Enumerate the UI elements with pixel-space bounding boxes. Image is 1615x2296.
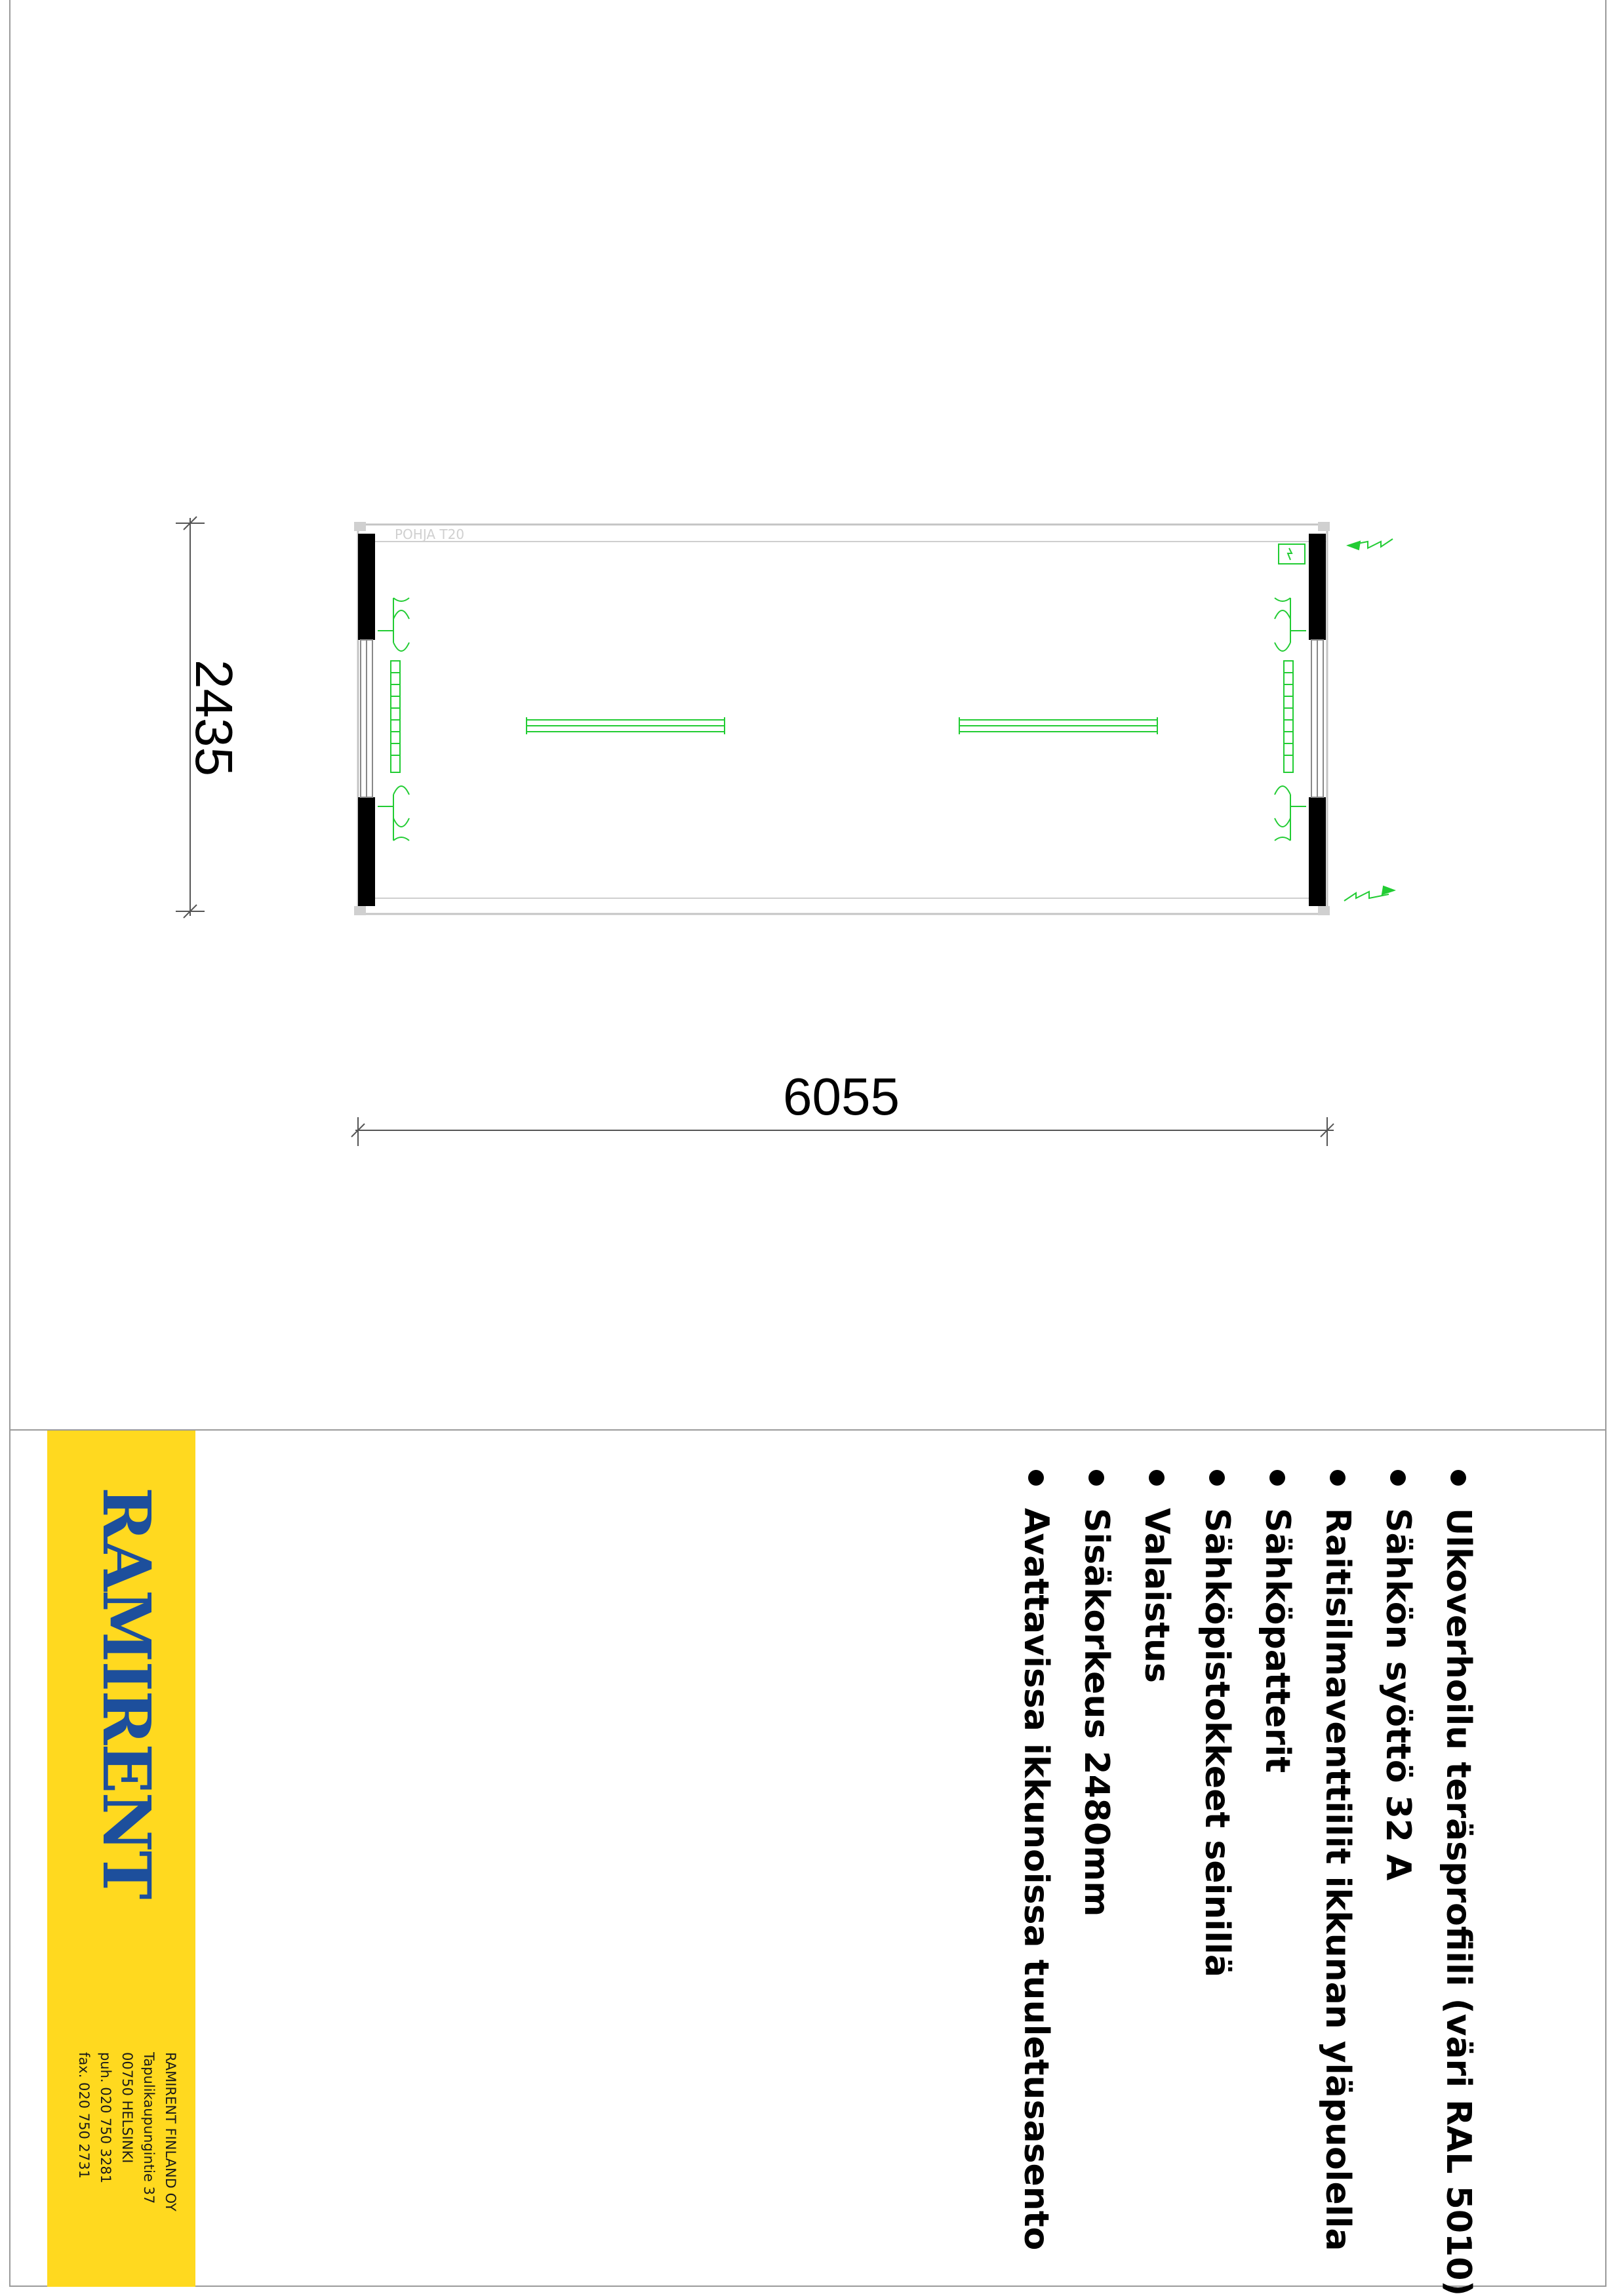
socket-left-bottom (378, 786, 409, 841)
logo-text: RAMIRENT (88, 1487, 165, 1899)
company-address (56, 2052, 181, 2275)
feature-item: Sähkön syöttö 32 A (1368, 1462, 1428, 2223)
left-window (361, 640, 372, 797)
bullet-icon (1149, 1470, 1165, 1486)
building-outline (354, 522, 1330, 915)
right-window (1311, 640, 1323, 797)
left-wall-top (358, 534, 375, 640)
feature-list (1003, 1462, 1488, 2296)
bullet-icon (1209, 1470, 1225, 1486)
ceiling-light-right (959, 717, 1157, 734)
bullet-icon (1269, 1470, 1285, 1486)
company-street: Tapulikaupungintie 37 (141, 2052, 157, 2204)
company-name: RAMIRENT FINLAND OY (163, 2052, 178, 2211)
power-supply-arrow-bottom (1344, 886, 1394, 901)
feature-item: Sisäkorkeus 2480mm (1066, 1462, 1127, 2223)
ramirent-logo (88, 1487, 165, 1899)
heater-right (1284, 661, 1293, 772)
feature-item: Valaistus (1127, 1462, 1187, 2223)
sheet-divider (9, 1429, 1606, 1431)
floor-label: POHJA T20 (395, 526, 465, 542)
left-wall-bottom (358, 797, 375, 906)
socket-right-bottom (1275, 786, 1306, 841)
power-supply-arrow-top (1348, 539, 1393, 549)
bullet-icon (1088, 1470, 1104, 1486)
bullet-icon (1028, 1470, 1044, 1486)
feature-item: Sähköpistokkeet seinillä (1187, 1462, 1247, 2223)
distribution-board (1279, 544, 1305, 564)
heater-left (391, 661, 400, 772)
bullet-icon (1330, 1470, 1346, 1486)
right-wall-bottom (1309, 797, 1326, 906)
width-dimension-label: 6055 (783, 1067, 900, 1126)
bullet-icon (1390, 1470, 1406, 1486)
company-phone: puh. 020 750 3281 (98, 2052, 113, 2184)
socket-left-top (378, 598, 409, 651)
company-postal: 00750 HELSINKI (119, 2052, 135, 2164)
socket-right-top (1275, 598, 1306, 651)
right-wall-top (1309, 534, 1326, 640)
feature-item: Ulkoverhoilu teräsprofiili (väri RAL 5010) (1428, 1462, 1488, 2223)
feature-item: Raitisilmaventtiilit ikkunan yläpuolella (1307, 1462, 1368, 2223)
feature-item: Sähköpatterit (1247, 1462, 1307, 2223)
ceiling-light-left (527, 717, 725, 734)
company-fax: fax. 020 750 2731 (76, 2052, 92, 2179)
feature-item: Avattavissa ikkunoissa tuuletusasento (1006, 1462, 1066, 2223)
depth-dimension-label: 2435 (184, 660, 243, 776)
bullet-icon (1450, 1470, 1466, 1486)
